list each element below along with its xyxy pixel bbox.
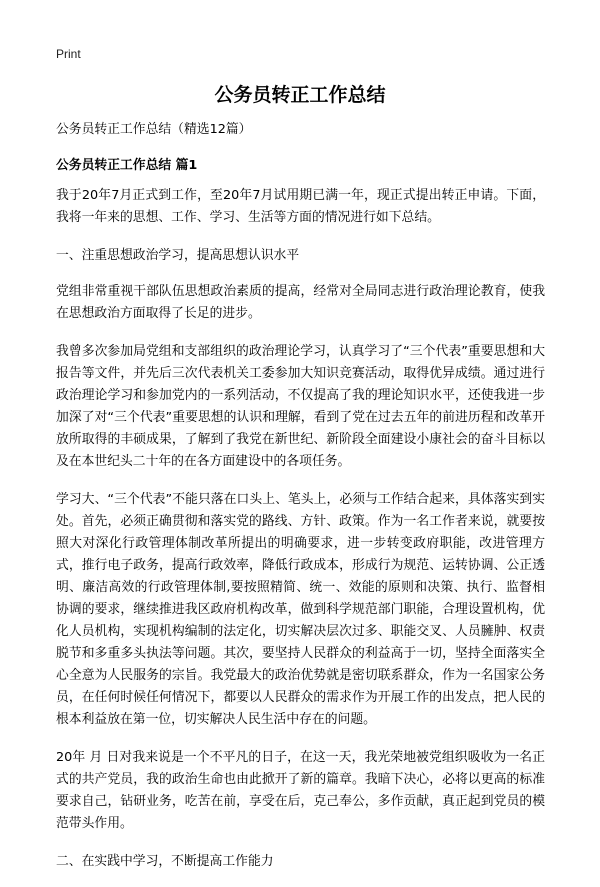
numbered-heading-1: 一、注重思想政治学习，提高思想认识水平: [56, 248, 300, 263]
print-link[interactable]: Print: [56, 47, 81, 61]
section-heading: 公务员转正工作总结 篇1: [56, 158, 198, 173]
paragraph: 党组非常重视干部队伍思想政治素质的提高，经常对全局同志进行政治理论教育，使我在思想政治方面取得了长足的进步。: [56, 284, 545, 321]
paragraph-intro: 我于20年7月正式到工作，至20年7月试用期已满一年，现正式提出转正申请。下面，我将一年来的思想、工作、学习、生活等方面的情况进行如下总结。: [56, 188, 545, 225]
paragraph: 学习大、“三个代表”不能只落在口头上、笔头上，必须与工作结合起来，具体落实到实处。首先，必须正确贯彻和落实党的路线、方针、政策。作为一名工作者来说，就要按照大对深化行政管理体制改革所提出的明确要求，进一步转变政府职能，改进管理方式，推行电子政务，提高行政效率，降低行政成本，形成行为规范、运转协调、公正透明、廉洁高效的行政管理体制,要按照精简、统一、效能的原则和决策、执行、监督相协调的要求，继续推进我区政府机构改革，做到科学规范部门职能，合理设置机构，优化人员机构，实现机构编制的法定化，切实解决层次过多、职能交叉、人员臃肿、权责脱节和多重多头执法等问题。其次，要坚持人民群众的利益高于一切，坚持全面落实全心全意为人民服务的宗旨。我党最大的政治优势就是密切联系群众，作为一名国家公务员，在任何时候任何情况下，都要以人民群众的需求作为开展工作的出发点，把人民的根本利益放在第一位，切实解决人民生活中存在的问题。: [56, 492, 545, 727]
numbered-heading-2: 二、在实践中学习，不断提高工作能力: [56, 854, 274, 869]
paragraph: 我曾多次参加局党组和支部组织的政治理论学习，认真学习了“三个代表”重要思想和大报告等文件，并先后三次代表机关工委参加大知识竞赛活动，取得优异成绩。通过进行政治理论学习和参加党内的一系列活动，不仅提高了我的理论知识水平，还使我进一步加深了对“三个代表”重要思想的认识和理解，看到了党在过去五年的前进历程和改革开放所取得的丰硕成果，了解到了我党在新世纪、新阶段全面建设小康社会的奋斗目标以及在本世纪头二十年的在各方面建设中的各项任务。: [56, 344, 545, 469]
paragraph: 20年 月 日对我来说是一个不平凡的日子，在这一天，我光荣地被党组织吸收为一名正式的共产党员，我的政治生命也由此掀开了新的篇章。我暗下决心，必将以更高的标准要求自己，钻研业务，吃苦在前，享受在后，克己奉公，多作贡献，真正起到党员的模范带头作用。: [56, 750, 545, 831]
document-subtitle: 公务员转正工作总结（精选12篇）: [56, 122, 252, 137]
document-title: 公务员转正工作总结: [214, 84, 386, 106]
document-body: [56, 119, 545, 887]
